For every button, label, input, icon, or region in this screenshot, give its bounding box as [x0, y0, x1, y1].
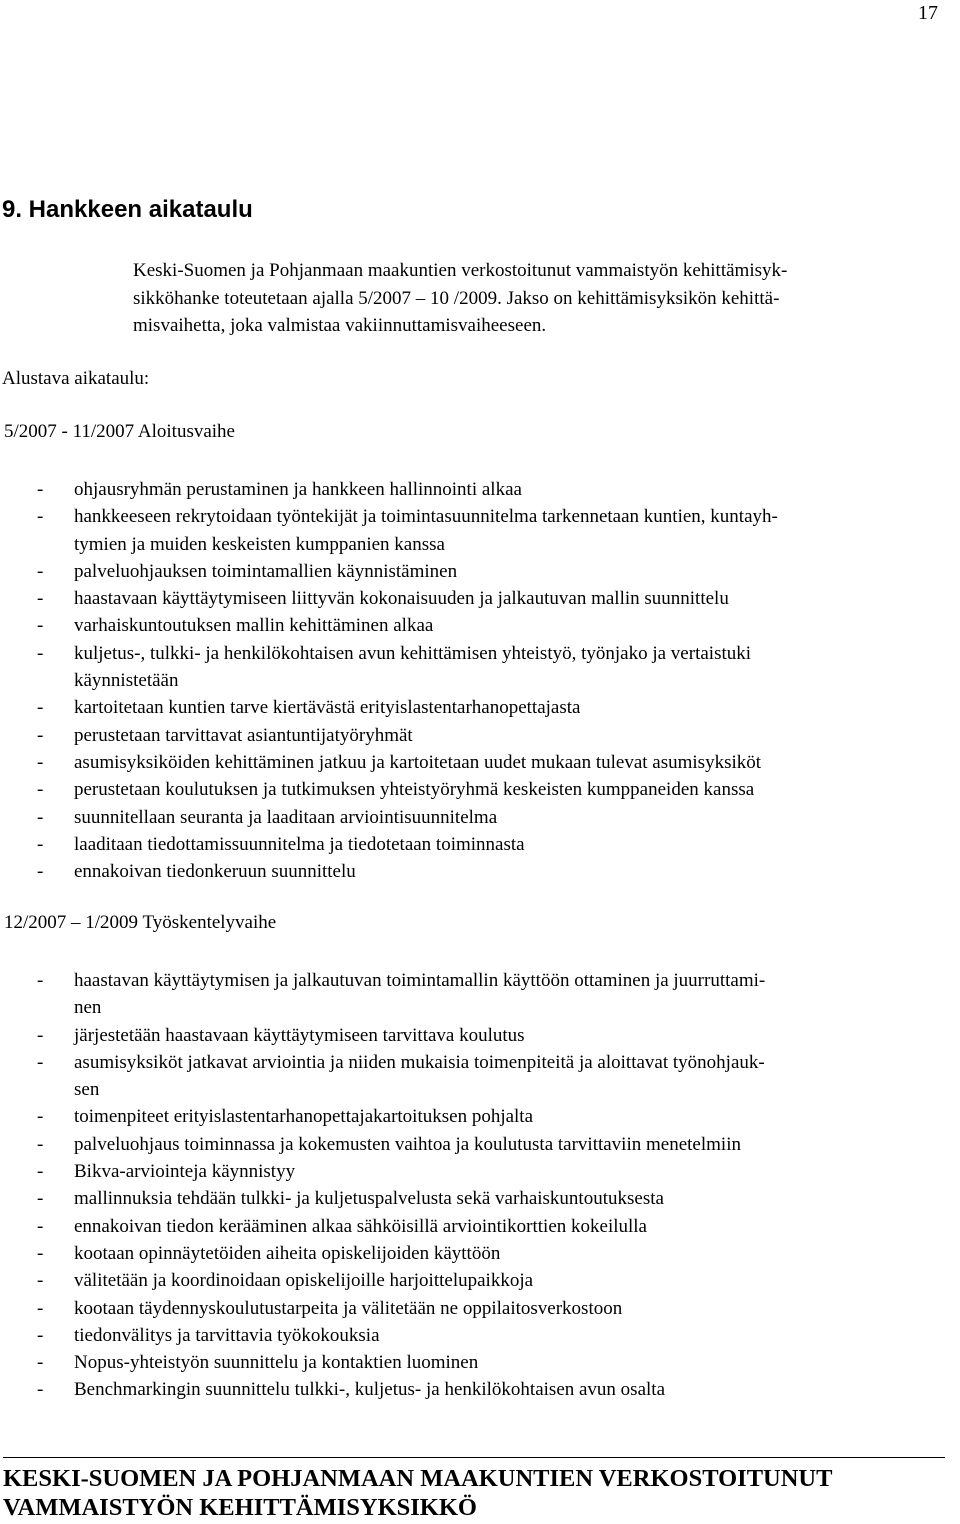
- footer-line: VAMMAISTYÖN KEHITTÄMISYKSIKKÖ: [3, 1494, 477, 1521]
- list-dash: -: [37, 1215, 44, 1237]
- list-dash: -: [37, 1270, 44, 1292]
- list-item-text: Nopus-yhteistyön suunnittelu ja kontaktien luominen: [74, 1352, 479, 1374]
- list-item: [0, 1158, 955, 1185]
- list-item-text: ohjausryhmän perustaminen ja hankkeen hallinnointi alkaa: [74, 479, 522, 500]
- list-dash: -: [37, 806, 44, 828]
- list-dash: -: [37, 1051, 44, 1073]
- footer-organization: [3, 1464, 832, 1522]
- list-item: [0, 1349, 955, 1376]
- list-item: [0, 1185, 955, 1212]
- list-item-text: suunnitellaan seuranta ja laaditaan arviointisuunnitelma: [74, 806, 498, 828]
- list-item-text: varhaiskuntoutuksen mallin kehittäminen alkaa: [74, 615, 434, 637]
- list-item-text: käynnistetään: [74, 670, 179, 692]
- list-item-text: hankkeeseen rekrytoidaan työntekijät ja toimintasuunnitelma tarkennetaan kuntien, kuntayh-: [74, 506, 778, 528]
- list-item: [0, 831, 955, 858]
- list-item: [0, 1022, 955, 1049]
- list-item: [0, 967, 955, 1022]
- list-dash: -: [37, 1379, 44, 1401]
- list-item-text: asumisyksiköiden kehittäminen jatkuu ja kartoitetaan uudet mukaan tulevat asumisyksiköt: [74, 751, 762, 773]
- list-dash: -: [37, 1188, 44, 1210]
- phase-items-work: [0, 967, 955, 1404]
- list-item-text: mallinnuksia tehdään tulkki- ja kuljetuspalvelusta sekä varhaiskuntoutuksesta: [74, 1188, 664, 1210]
- list-item-text: haastavaan käyttäytymiseen liittyvän kokonaisuuden ja jalkautuvan mallin suunnittelu: [74, 588, 729, 610]
- list-item-text: kuljetus-, tulkki- ja henkilökohtaisen avun kehittämisen yhteistyö, työnjako ja vertaistuki: [74, 642, 752, 664]
- list-dash: -: [37, 1242, 44, 1264]
- list-item-text: tymien ja muiden keskeisten kumppanien kanssa: [74, 533, 445, 555]
- list-item: [0, 640, 955, 695]
- list-item-text: välitetään ja koordinoidaan opiskelijoille harjoittelupaikkoja: [74, 1270, 534, 1292]
- list-dash: -: [37, 1133, 44, 1155]
- list-item: [0, 694, 955, 721]
- list-item-text: ennakoivan tiedonkeruun suunnittelu: [74, 861, 356, 883]
- list-item-text: sen: [74, 1079, 100, 1101]
- list-item: [0, 585, 955, 612]
- list-item-text: toimenpiteet erityislastentarhanopettajakartoituksen pohjalta: [74, 1106, 534, 1128]
- list-dash: -: [37, 751, 44, 773]
- list-item: [0, 1049, 955, 1104]
- list-dash: -: [37, 779, 44, 801]
- list-item-text: palveluohjauksen toimintamallien käynnistäminen: [74, 560, 458, 582]
- footer-line: KESKI-SUOMEN JA POHJANMAAN MAAKUNTIEN VERKOSTOITUNUT: [3, 1465, 833, 1492]
- list-dash: -: [37, 506, 44, 528]
- intro-line: misvaihetta, joka valmistaa vakiinnuttamisvaiheeseen.: [133, 315, 547, 336]
- list-dash: -: [37, 1324, 44, 1346]
- phase-title-start: 5/2007 - 11/2007 Aloitusvaihe: [4, 421, 235, 442]
- list-item-text: kootaan opinnäytetöiden aiheita opiskelijoiden käyttöön: [74, 1242, 501, 1264]
- list-item: [0, 612, 955, 639]
- list-dash: -: [37, 861, 44, 883]
- list-item-text: palveluohjaus toiminnassa ja kokemusten vaihtoa ja koulutusta tarvittaviin menetelmiin: [74, 1133, 741, 1155]
- list-item: [0, 1376, 955, 1403]
- list-item: [0, 722, 955, 749]
- list-item: [0, 804, 955, 831]
- list-item: [0, 503, 955, 558]
- schedule-label: Alustava aikataulu:: [2, 368, 150, 389]
- list-item-text: Benchmarkingin suunnittelu tulkki-, kuljetus- ja henkilökohtaisen avun osalta: [74, 1379, 666, 1401]
- list-dash: -: [37, 697, 44, 719]
- intro-line: Keski-Suomen ja Pohjanmaan maakuntien verkostoitunut vammaistyön kehittämisyk-: [133, 260, 788, 281]
- list-item-text: haastavan käyttäytymisen ja jalkautuvan toimintamallin käyttöön ottaminen ja juurruttami-: [74, 970, 766, 991]
- list-dash: -: [37, 560, 44, 582]
- list-item-text: asumisyksiköt jatkavat arviointia ja niiden mukaisia toimenpiteitä ja aloittavat työnohjauk-: [74, 1051, 765, 1073]
- footer-divider: [3, 1457, 945, 1458]
- list-item-text: tiedonvälitys ja tarvittavia työkokouksia: [74, 1324, 380, 1346]
- list-item: [0, 1240, 955, 1267]
- intro-line: sikköhanke toteutetaan ajalla 5/2007 – 10 /2009. Jakso on kehittämisyksikön kehittä-: [133, 287, 780, 309]
- list-item: [0, 1213, 955, 1240]
- list-dash: -: [37, 1024, 44, 1046]
- list-item: [0, 1322, 955, 1349]
- list-item: [0, 858, 955, 885]
- list-dash: -: [37, 1161, 44, 1183]
- phase-items-start: [0, 476, 955, 885]
- list-item: [0, 749, 955, 776]
- list-item: [0, 558, 955, 585]
- intro-paragraph: [133, 257, 943, 340]
- list-dash: -: [37, 1352, 44, 1374]
- section-heading: 9. Hankkeen aikataulu: [2, 196, 253, 223]
- list-dash: -: [37, 970, 44, 991]
- list-item-text: perustetaan koulutuksen ja tutkimuksen yhteistyöryhmä keskeisten kumppaneiden kanssa: [74, 779, 755, 801]
- list-dash: -: [37, 615, 44, 637]
- page-number: 17: [918, 2, 938, 24]
- list-dash: -: [37, 642, 44, 664]
- list-item: [0, 1103, 955, 1130]
- list-dash: -: [37, 479, 44, 500]
- list-item: [0, 1131, 955, 1158]
- list-item: [0, 1295, 955, 1322]
- list-item-text: ennakoivan tiedon kerääminen alkaa sähköisillä arviointikorttien kokeilulla: [74, 1215, 647, 1237]
- list-dash: -: [37, 1106, 44, 1128]
- list-dash: -: [37, 724, 44, 746]
- list-item: [0, 476, 955, 503]
- list-dash: -: [37, 588, 44, 610]
- list-item-text: kartoitetaan kuntien tarve kiertävästä erityislastentarhanopettajasta: [74, 697, 581, 719]
- list-item: [0, 776, 955, 803]
- list-item-text: nen: [74, 997, 102, 1019]
- list-dash: -: [37, 1297, 44, 1319]
- list-item-text: järjestetään haastavaan käyttäytymiseen tarvittava koulutus: [74, 1024, 525, 1046]
- list-item-text: Bikva-arviointeja käynnistyy: [74, 1161, 296, 1183]
- list-item-text: perustetaan tarvittavat asiantuntijatyöryhmät: [74, 724, 413, 746]
- list-item-text: kootaan täydennyskoulutustarpeita ja välitetään ne oppilaitosverkostoon: [74, 1297, 623, 1319]
- list-item: [0, 1267, 955, 1294]
- phase-title-work: 12/2007 – 1/2009 Työskentelyvaihe: [4, 912, 277, 933]
- list-dash: -: [37, 833, 44, 855]
- list-item-text: laaditaan tiedottamissuunnitelma ja tiedotetaan toiminnasta: [74, 833, 525, 855]
